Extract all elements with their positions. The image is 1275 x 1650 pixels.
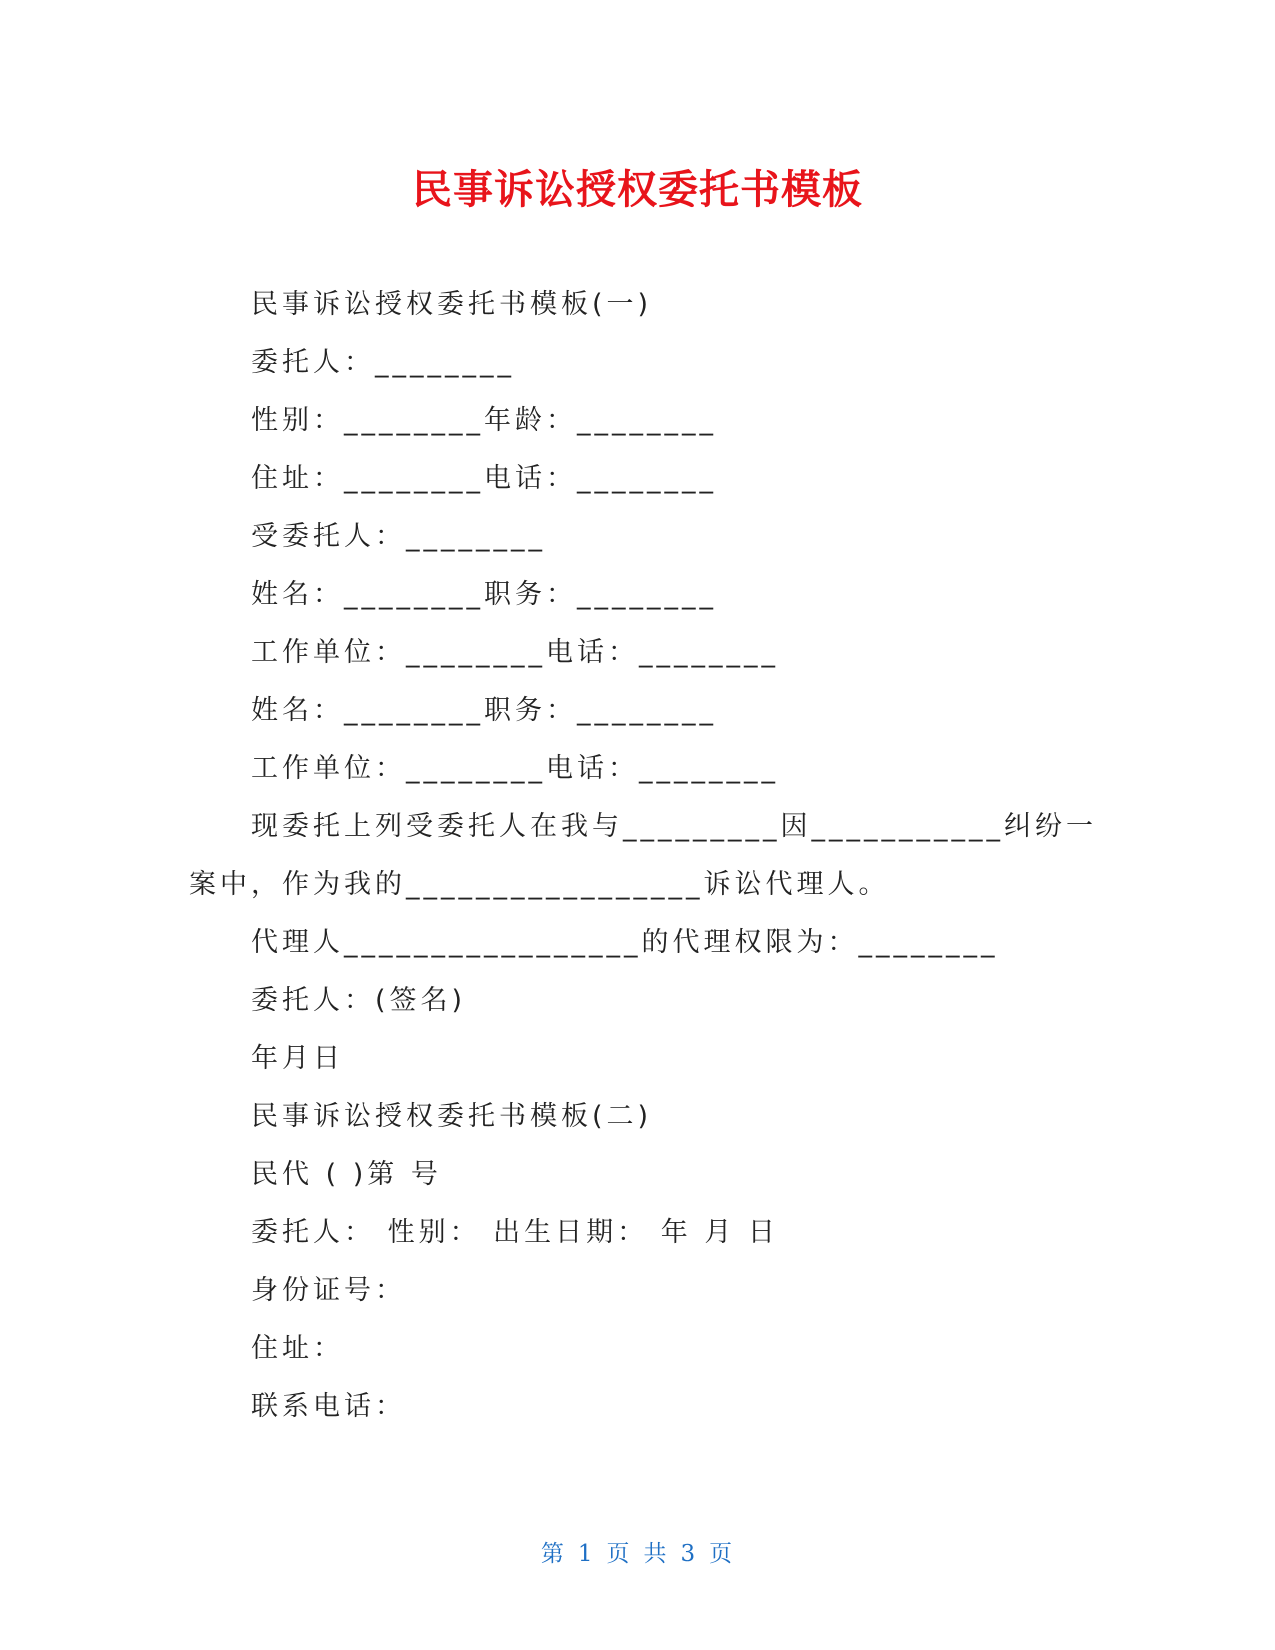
document-line: 现委托上列受委托人在我与_________因___________纠纷一: [251, 811, 1097, 842]
footer-total-pages: 3: [680, 1541, 698, 1567]
section-heading-two: 民事诉讼授权委托书模板(二): [251, 1101, 653, 1132]
document-line: 委托人：________: [251, 347, 515, 378]
document-line: 姓名：________职务：________: [251, 579, 717, 610]
document-line: 身份证号：: [251, 1275, 406, 1306]
document-line: 住址：: [251, 1333, 344, 1364]
footer-word-total: 共: [643, 1541, 669, 1567]
document-line: 住址：________电话：________: [251, 463, 717, 494]
document-line: 性别：________年龄：________: [251, 405, 717, 436]
document-line: 代理人_________________的代理权限为：________: [251, 927, 999, 958]
page-title: 民事诉讼授权委托书模板: [412, 167, 863, 213]
document-line: 委托人： 性别： 出生日期： 年 月 日: [251, 1217, 779, 1248]
footer-word-page: 第: [540, 1541, 566, 1567]
document-line: 民代 ( )第 号: [251, 1159, 442, 1190]
document-line: 联系电话：: [251, 1391, 406, 1422]
footer-word-ye2: 页: [709, 1541, 735, 1567]
footer-word-ye: 页: [606, 1541, 632, 1567]
page-footer: [0, 1535, 1275, 1568]
document-line: 姓名：________职务：________: [251, 695, 717, 726]
document-line: 年月日: [251, 1043, 344, 1074]
section-heading-one: 民事诉讼授权委托书模板(一): [251, 289, 653, 320]
document-line: 受委托人：________: [251, 521, 546, 552]
footer-current-page: 1: [577, 1541, 595, 1567]
document-line: 工作单位：________电话：________: [251, 753, 779, 784]
document-line: 工作单位：________电话：________: [251, 637, 779, 668]
document-line: 案中，作为我的_________________诉讼代理人。: [189, 869, 890, 900]
document-line: 委托人：(签名): [251, 985, 467, 1016]
